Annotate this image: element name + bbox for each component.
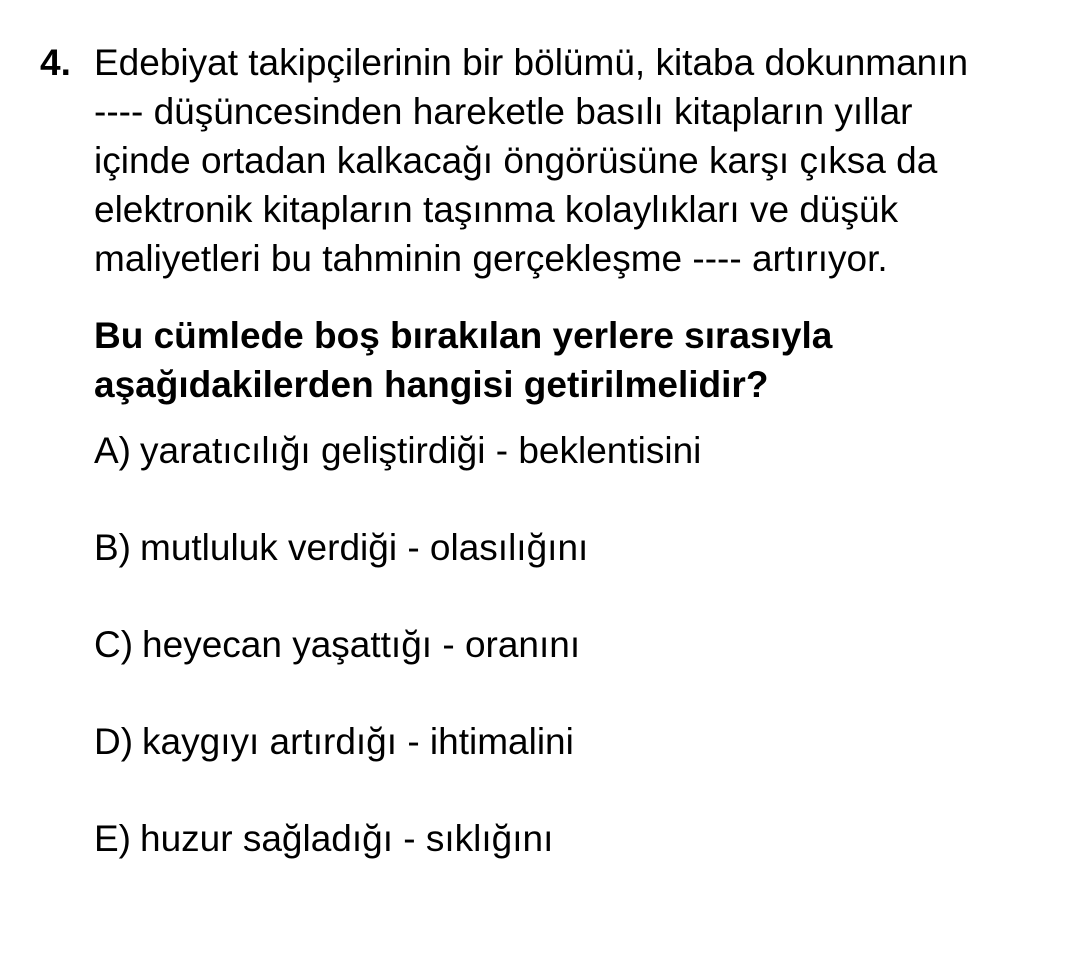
- option-letter: D): [94, 721, 134, 762]
- question-number: 4.: [40, 42, 71, 83]
- stem-line: elektronik kitapların taşınma kolaylıkları ve düşük: [94, 189, 899, 230]
- question-prompt: [94, 311, 1064, 409]
- option-letter: A): [94, 430, 131, 471]
- stem-line: maliyetleri bu tahminin gerçekleşme ---- artırıyor.: [94, 238, 888, 279]
- stem-line: ---- düşüncesinden hareketle basılı kitapların yıllar: [94, 91, 913, 132]
- option-text: kaygıyı artırdığı - ihtimalini: [142, 721, 574, 762]
- option-b[interactable]: [94, 523, 588, 572]
- option-c[interactable]: [94, 620, 580, 669]
- question-stem: [94, 38, 1064, 283]
- option-e[interactable]: [94, 814, 553, 863]
- option-letter: C): [94, 624, 134, 665]
- option-letter: B): [94, 527, 131, 568]
- prompt-line: aşağıdakilerden hangisi getirilmelidir?: [94, 364, 769, 405]
- stem-line: içinde ortadan kalkacağı öngörüsüne karşı çıksa da: [94, 140, 938, 181]
- option-letter: E): [94, 818, 131, 859]
- prompt-line: Bu cümlede boş bırakılan yerlere sırasıyla: [94, 315, 833, 356]
- option-a[interactable]: [94, 426, 701, 475]
- stem-line: Edebiyat takipçilerinin bir bölümü, kitaba dokunmanın: [94, 42, 969, 83]
- option-text: heyecan yaşattığı - oranını: [142, 624, 581, 665]
- option-d[interactable]: [94, 717, 574, 766]
- option-text: yaratıcılığı geliştirdiği - beklentisini: [140, 430, 702, 471]
- option-text: huzur sağladığı - sıklığını: [140, 818, 554, 859]
- option-text: mutluluk verdiği - olasılığını: [140, 527, 589, 568]
